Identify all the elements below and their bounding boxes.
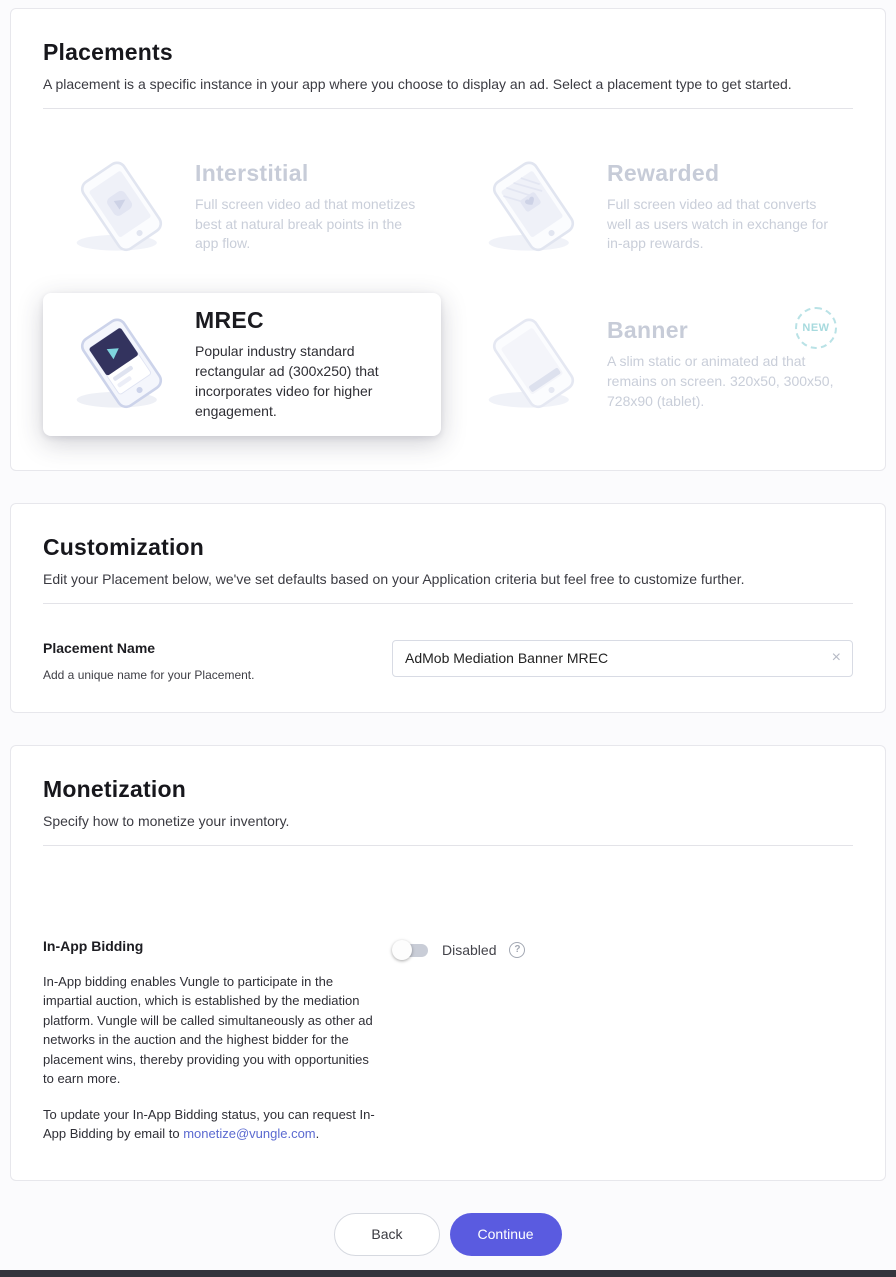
- monetize-email-link[interactable]: monetize@vungle.com: [183, 1126, 316, 1141]
- update-note-period: .: [315, 1126, 320, 1141]
- mrec-title: MREC: [195, 307, 264, 333]
- placements-title: Placements: [43, 39, 173, 65]
- interstitial-title: Interstitial: [195, 159, 309, 186]
- interstitial-description: Full screen video ad that monetizes best at natural break points in the app flow.: [195, 195, 416, 252]
- in-app-bidding-toggle-row: [392, 938, 525, 960]
- divider: [43, 845, 853, 846]
- banner-phone-icon: [473, 316, 595, 412]
- placement-name-row: [43, 604, 853, 682]
- monetization-card: [10, 745, 886, 1181]
- interstitial-text: [195, 160, 423, 255]
- placements-card: [10, 8, 886, 471]
- new-badge: NEW: [795, 307, 837, 349]
- customization-card: [10, 503, 886, 713]
- clear-input-icon[interactable]: ×: [831, 649, 841, 666]
- rewarded-text: [607, 160, 835, 255]
- bottom-bar: [0, 1270, 896, 1277]
- placement-type-mrec[interactable]: [43, 293, 441, 436]
- in-app-bidding-toggle[interactable]: [392, 940, 429, 960]
- banner-title: Banner: [607, 316, 689, 343]
- rewarded-description: Full screen video ad that converts well as users watch in exchange for in-app rewards.: [607, 195, 828, 252]
- rewarded-title: Rewarded: [607, 159, 720, 186]
- placements-subtitle: A placement is a specific instance in your app where you choose to display an ad. Select a placement type to get started.: [43, 76, 792, 92]
- mrec-description: Popular industry standard rectangular ad (300x250) that incorporates video for higher engagement.: [195, 343, 379, 419]
- placement-name-label-col: [43, 640, 392, 682]
- continue-button[interactable]: Continue: [450, 1213, 562, 1256]
- mrec-text: [195, 307, 423, 422]
- customization-title: Customization: [43, 533, 205, 560]
- help-icon[interactable]: ?: [509, 942, 525, 958]
- placement-name-input[interactable]: [392, 640, 853, 677]
- customization-subtitle: Edit your Placement below, we've set defaults based on your Application criteria but feel free to customize further.: [43, 570, 745, 587]
- back-button[interactable]: Back: [334, 1213, 439, 1256]
- rewarded-phone-icon: [473, 159, 595, 255]
- placement-type-rewarded[interactable]: [455, 145, 853, 269]
- footer-actions: [0, 1213, 896, 1256]
- monetization-title: Monetization: [43, 775, 186, 802]
- toggle-knob: [392, 940, 412, 960]
- in-app-bidding-status: Disabled: [442, 941, 497, 958]
- placement-name-help: Add a unique name for your Placement.: [43, 667, 255, 682]
- placement-name-input-col: [392, 640, 853, 677]
- placement-type-interstitial[interactable]: [43, 145, 441, 269]
- in-app-bidding-label: In-App Bidding: [43, 937, 144, 954]
- placement-type-banner[interactable]: [455, 293, 853, 436]
- placement-name-label: Placement Name: [43, 639, 156, 656]
- in-app-bidding-control-col: [392, 938, 525, 960]
- banner-description: A slim static or animated ad that remains on screen. 320x50, 300x50, 728x90 (tablet).: [607, 352, 834, 409]
- placement-type-grid: [43, 109, 853, 440]
- monetization-subtitle: Specify how to monetize your inventory.: [43, 812, 290, 829]
- placement-name-input-wrap: [392, 640, 853, 677]
- interstitial-phone-icon: [61, 159, 183, 255]
- in-app-bidding-row: [43, 938, 853, 1144]
- mrec-phone-icon: [61, 316, 183, 412]
- in-app-bidding-text-col: [43, 938, 392, 1144]
- in-app-bidding-update-note: [43, 1105, 375, 1144]
- update-note-text: To update your In-App Bidding status, you can request In-App Bidding by email to: [43, 1106, 375, 1141]
- in-app-bidding-description: In-App bidding enables Vungle to participate in the impartial auction, which is established by the mediation platform. Vungle will be called simultaneously as other ad networks in the auction and the highest bidder for the placement wins, thereby providing you with opportunities to earn more.: [43, 973, 373, 1086]
